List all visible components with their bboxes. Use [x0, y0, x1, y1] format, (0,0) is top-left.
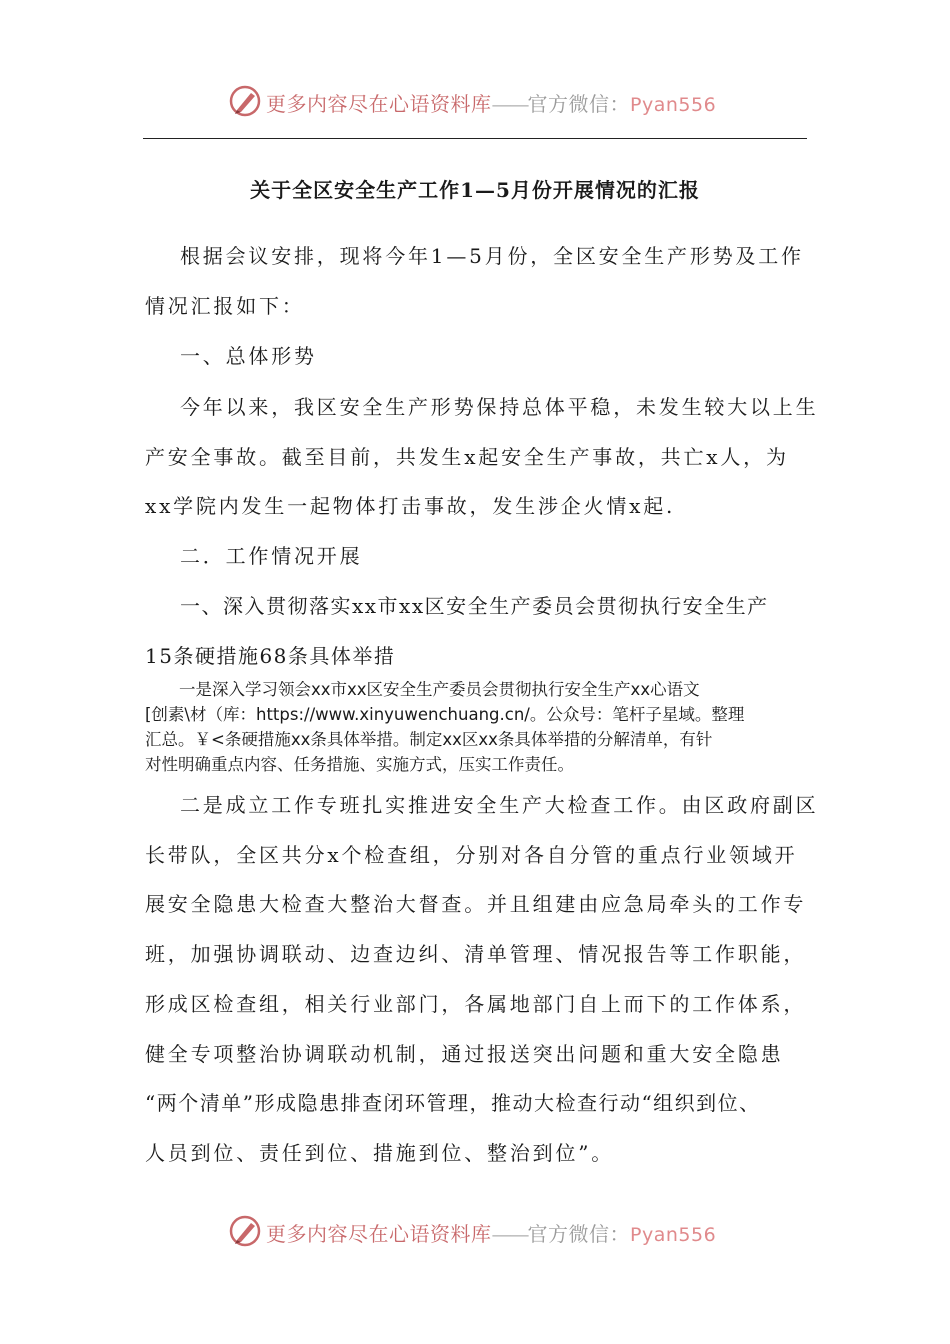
task-line-6: 健全专项整治协调联动机制，通过报送突出问题和重大安全隐患 [145, 1042, 784, 1066]
task-line-3: 展安全隐患大检查大整治大督查。并且组建由应急局牵头的工作专 [145, 892, 807, 916]
banner-wechat-id: Pyan556 [630, 94, 717, 116]
banner-wechat-label: 官方微信： [527, 92, 630, 116]
task-line-8: 人员到位、责任到位、措施到位、整治到位”。 [145, 1141, 615, 1165]
situation-line-3: xx学院内发生一起物体打击事故，发生涉企火情x起. [145, 494, 676, 518]
task-line-7: “两个清单”形成隐患排查闭环管理，推动大检查行动“组织到位、 [145, 1091, 761, 1115]
inserted-line-4: 对性明确重点内容、任务措施、实施方式，压实工作责任。 [145, 755, 574, 774]
measure-line-1: 一、深入贯彻落实xx市xx区安全生产委员会贯彻执行安全生产 [180, 594, 769, 618]
banner-separator: —— [491, 92, 528, 116]
inserted-line-3: 汇总。￥<条硬措施xx条具体举措。制定xx区xx条具体举措的分解清单，有针 [145, 730, 713, 749]
task-line-2: 长带队，全区共分x个检查组，分别对各自分管的重点行业领域开 [145, 843, 798, 867]
task-line-1: 二是成立工作专班扎实推进安全生产大检查工作。由区政府副区 [180, 793, 819, 817]
banner-wechat-label: 官方微信： [527, 1222, 630, 1246]
intro-line-1: 根据会议安排，现将今年1—5月份，全区安全生产形势及工作 [180, 244, 804, 268]
document-title: 关于全区安全生产工作1—5月份开展情况的汇报 [250, 178, 700, 202]
header-divider [143, 138, 807, 139]
situation-line-2: 产安全事故。截至目前，共发生x起安全生产事故，共亡x人，为 [145, 445, 789, 469]
banner-main-text: 更多内容尽在心语资料库 [266, 1222, 492, 1246]
section-heading-1: 一、总体形势 [180, 344, 317, 368]
task-line-4: 班，加强协调联动、边查边纠、清单管理、情况报告等工作职能， [145, 942, 807, 966]
header-banner [0, 82, 950, 122]
pen-circle-icon [228, 84, 262, 118]
inserted-line-2: [创素\材（库：https://www.xinyuwenchuang.cn/。公众号：笔杆子星域。整理 [145, 705, 745, 724]
task-line-5: 形成区检查组，相关行业部门，各属地部门自上而下的工作体系， [145, 992, 807, 1016]
intro-line-2: 情况汇报如下： [145, 294, 305, 318]
banner-main-text: 更多内容尽在心语资料库 [266, 92, 492, 116]
section-heading-2: 二．工作情况开展 [180, 544, 363, 568]
situation-line-1: 今年以来，我区安全生产形势保持总体平稳，未发生较大以上生 [180, 395, 819, 419]
banner-wechat-id: Pyan556 [630, 1224, 717, 1246]
banner-separator: —— [491, 1222, 528, 1246]
pen-circle-icon [228, 1214, 262, 1248]
footer-banner [0, 1212, 950, 1252]
inserted-line-1: 一是深入学习领会xx市xx区安全生产委员会贯彻执行安全生产xx心语文 [179, 680, 700, 699]
measure-line-2: 15条硬措施68条具体举措 [145, 644, 396, 668]
